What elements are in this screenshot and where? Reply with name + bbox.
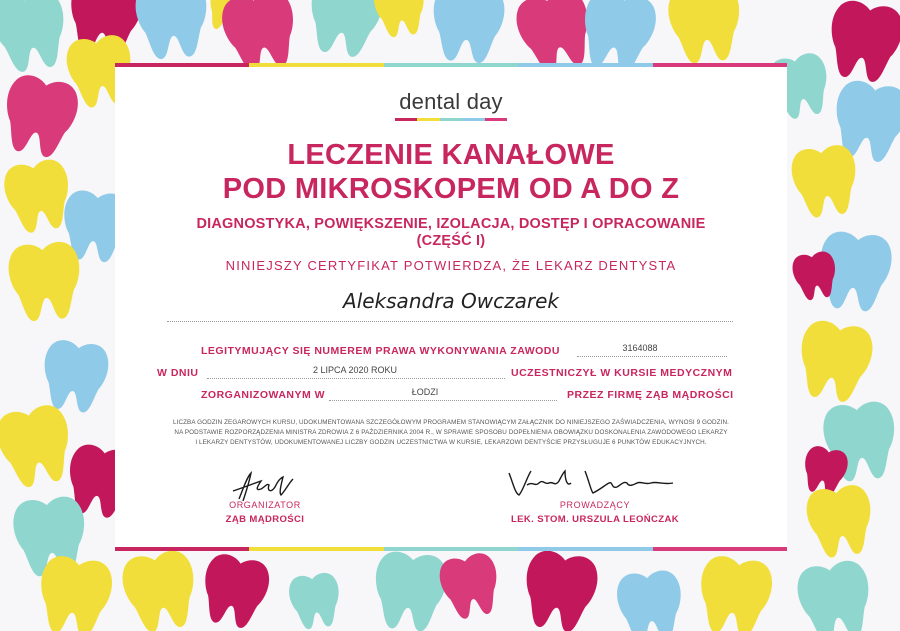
recipient-name: Aleksandra Owczarek bbox=[343, 289, 559, 313]
legal-text-line1: LICZBA GODZIN ZEGAROWYCH KURSU, UDOKUMENTOWANA SZCZEGÓŁOWYM PROGRAMEM STANOWIĄCYM ZAŁĄCZNIK DO NINIEJSZEGO ZAŚWIADCZENIA, WYNOSI 9 GODZIN. bbox=[173, 419, 729, 426]
color-stripe-top bbox=[115, 63, 787, 67]
instructor-signature bbox=[505, 463, 685, 503]
course-title-line2: POD MIKROSKOPEM OD A DO Z bbox=[222, 173, 680, 205]
certificate-card bbox=[115, 63, 787, 551]
date-underline bbox=[207, 378, 505, 379]
brand-logo: dental day bbox=[399, 89, 503, 114]
certifies-text: NINIEJSZY CERTYFIKAT POTWIERDZA, ŻE LEKARZ DENTYSTA bbox=[225, 258, 677, 273]
date-label: W DNIU bbox=[157, 367, 199, 379]
instructor-role: PROWADZĄCY bbox=[559, 500, 631, 510]
license-label: LEGITYMUJĄCY SIĘ NUMEREM PRAWA WYKONYWANIA ZAWODU bbox=[201, 345, 560, 357]
legal-text bbox=[160, 418, 742, 448]
license-underline bbox=[577, 356, 727, 357]
date-value: 2 LIPCA 2020 ROKU bbox=[312, 365, 398, 375]
organizer-role: ORGANIZATOR bbox=[229, 500, 301, 510]
color-stripe-bottom bbox=[115, 547, 787, 551]
legal-text-line3: I LEKARZY DENTYSTÓW, UDOKUMENTOWANEJ LICZBY GODZIN UCZESTNICTWA W KURSIE, LEKARZOWI DENTYŚCIE PRZYSŁUGUJE 6 PUNKTÓW EDUKACYJNYCH. bbox=[195, 439, 707, 446]
organized-label: ZORGANIZOWANYM W bbox=[201, 389, 326, 401]
legal-text-line2: NA PODSTAWIE ROZPORZĄDZENIA MINISTRA ZDROWIA Z 6 PAŹDZIERNIKA 2004 R., W SPRAWIE SPOSOBU DOPEŁNIENIA OBOWIĄZKU DOSKONALENIA ZAWODOWEGO LEKARZY bbox=[174, 429, 728, 436]
participated-label: UCZESTNICZYŁ W KURSIE MEDYCZNYM bbox=[511, 367, 733, 379]
name-underline bbox=[167, 321, 733, 322]
organizer-name: ZĄB MĄDROŚCI bbox=[225, 514, 305, 525]
license-value: 3164088 bbox=[622, 343, 658, 353]
course-subtitle-line2: (CZĘŚĆ I) bbox=[416, 233, 486, 249]
city-value: ŁODZI bbox=[411, 387, 439, 397]
company-label: PRZEZ FIRMĘ ZĄB MĄDROŚCI bbox=[567, 389, 734, 401]
city-underline bbox=[329, 400, 557, 401]
instructor-name: LEK. STOM. URSZULA LEOŃCZAK bbox=[510, 514, 680, 525]
course-title-line1: LECZENIE KANAŁOWE bbox=[287, 139, 615, 171]
logo-color-bar bbox=[395, 118, 507, 121]
course-subtitle-line1: DIAGNOSTYKA, POWIĘKSZENIE, IZOLACJA, DOSTĘP I OPRACOWANIE bbox=[196, 216, 706, 232]
